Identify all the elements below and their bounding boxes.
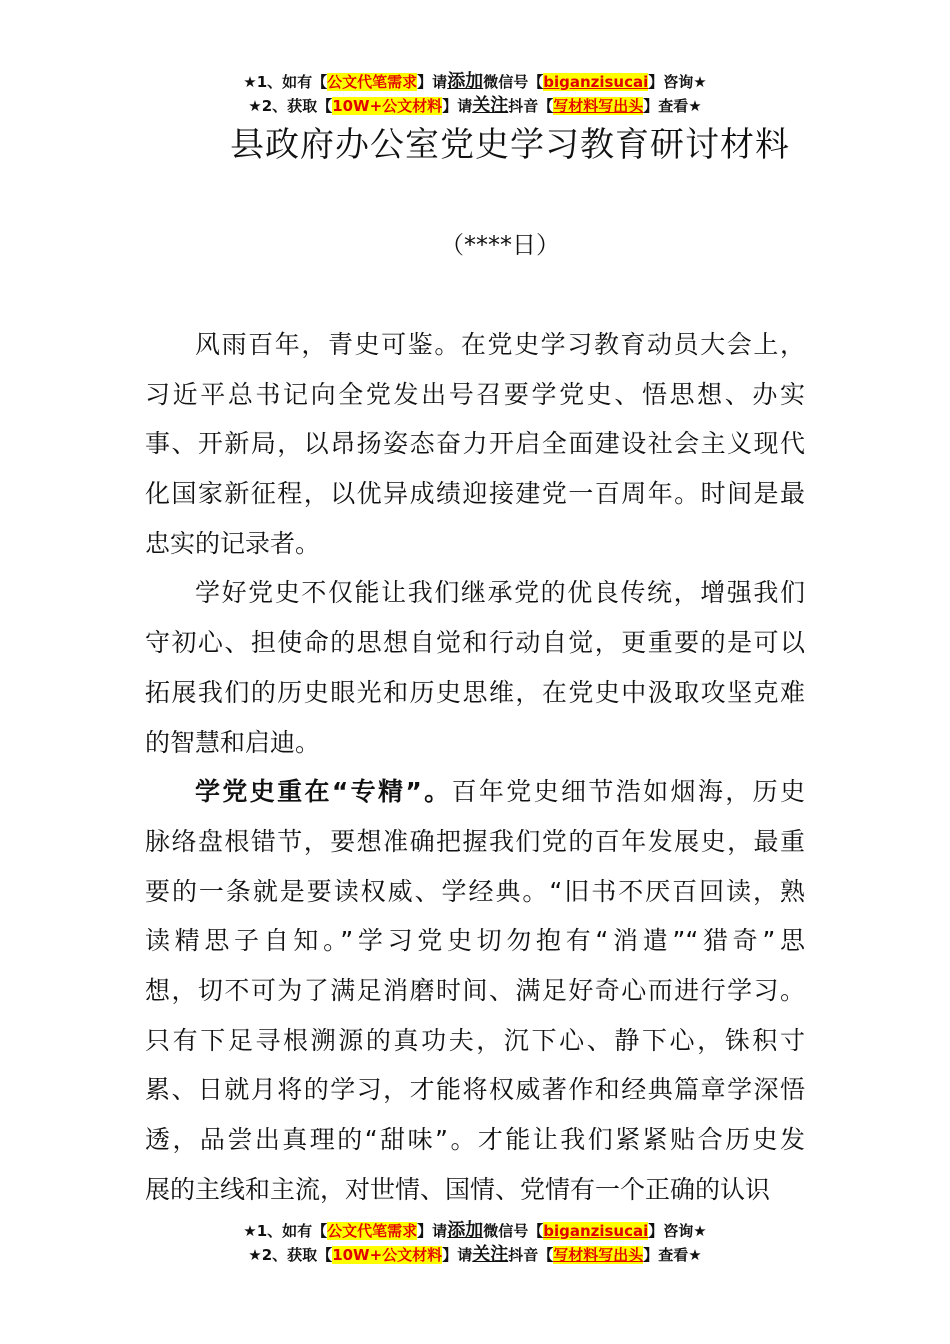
promo-emphasis: 添加 bbox=[447, 1220, 484, 1241]
text-line: 忠实的记录者。 bbox=[145, 528, 321, 558]
promo-line-1 bbox=[0, 70, 950, 94]
promo-text: 抖音【 bbox=[508, 97, 554, 115]
text-line: 想，切不可为了满足消磨时间、满足好奇心而进行学习。 bbox=[145, 975, 805, 1005]
text-line: 的智慧和启迪。 bbox=[145, 727, 321, 757]
promo-text: 】查看★ bbox=[643, 1246, 702, 1264]
promo-highlight: 10W+公文材料 bbox=[332, 1246, 443, 1264]
text-line: 脉络盘根错节，要想准确把握我们党的百年发展史，最重 bbox=[145, 826, 805, 856]
text-line: 守初心、担使命的思想自觉和行动自觉，更重要的是可以 bbox=[145, 628, 805, 658]
text-line: 透，品尝出真理的“甜味”。才能让我们紧紧贴合历史发 bbox=[145, 1125, 805, 1154]
promo-text: 微信号【 bbox=[483, 73, 544, 91]
text-line: 学好党史不仅能让我们继承党的优良传统，增强我们 bbox=[195, 578, 805, 608]
text-line: 拓展我们的历史眼光和历史思维，在党史中汲取攻坚克难 bbox=[145, 677, 805, 707]
promo-text: ★2、获取【 bbox=[248, 97, 333, 115]
wechat-id: biganzisucai bbox=[543, 73, 649, 91]
promo-text: 】请 bbox=[417, 73, 448, 91]
promo-text: 】请 bbox=[417, 1222, 448, 1240]
promo-text: 】咨询★ bbox=[648, 73, 707, 91]
promo-highlight: 10W+公文材料 bbox=[332, 97, 443, 115]
promo-highlight: 公文代笔需求 bbox=[327, 1222, 418, 1240]
text-line: 习近平总书记向全党发出号召要学党史、悟思想、办实 bbox=[145, 379, 805, 409]
text-line: 只有下足寻根溯源的真功夫，沉下心、静下心，铢积寸 bbox=[145, 1025, 805, 1055]
promo-text: 】请 bbox=[442, 97, 473, 115]
promo-text: 】查看★ bbox=[643, 97, 702, 115]
text-line: 要的一条就是要读权威、学经典。“旧书不厌百回读，熟 bbox=[145, 876, 805, 906]
douyin-id: 写材料写出头 bbox=[553, 1246, 644, 1264]
paragraph bbox=[145, 568, 805, 767]
text-line bbox=[145, 767, 805, 817]
promo-highlight: 公文代笔需求 bbox=[327, 73, 418, 91]
promo-line-2 bbox=[0, 94, 950, 118]
paragraph bbox=[145, 320, 805, 568]
promo-text: 抖音【 bbox=[508, 1246, 554, 1264]
promo-text: ★1、如有【 bbox=[243, 73, 328, 91]
promo-line-1 bbox=[0, 1219, 950, 1243]
promo-text: 微信号【 bbox=[483, 1222, 544, 1240]
text-line: 展的主线和主流，对世情、国情、党情有一个正确的认识 bbox=[145, 1174, 771, 1204]
text-line: 事、开新局，以昂扬姿态奋力开启全面建设社会主义现代 bbox=[145, 429, 805, 459]
line-text: 百年党史细节浩如烟海，历史 bbox=[451, 777, 805, 807]
promo-text: ★1、如有【 bbox=[243, 1222, 328, 1240]
paragraph bbox=[145, 767, 805, 1214]
text-line: 读精思子自知。”学习党史切勿抱有“消遣”“猎奇”思 bbox=[145, 926, 805, 956]
paragraph-heading: 学党史重在“专精”。 bbox=[195, 777, 452, 807]
promo-emphasis: 关注 bbox=[472, 95, 509, 116]
text-line: 风雨百年，青史可鉴。在党史学习教育动员大会上， bbox=[195, 330, 805, 359]
document-date: （****日） bbox=[440, 231, 560, 259]
text-line: 累、日就月将的学习，才能将权威著作和经典篇章学深悟 bbox=[145, 1075, 805, 1105]
promo-text: ★2、获取【 bbox=[248, 1246, 333, 1264]
wechat-id: biganzisucai bbox=[543, 1222, 649, 1240]
promo-text: 】请 bbox=[442, 1246, 473, 1264]
promo-header bbox=[0, 70, 950, 118]
promo-emphasis: 关注 bbox=[472, 1244, 509, 1265]
douyin-id: 写材料写出头 bbox=[553, 97, 644, 115]
text-line: 化国家新征程，以优异成绩迎接建党一百周年。时间是最 bbox=[145, 479, 805, 509]
document-body bbox=[145, 320, 805, 1214]
promo-emphasis: 添加 bbox=[447, 71, 484, 92]
promo-text: 】咨询★ bbox=[648, 1222, 707, 1240]
document-title: 县政府办公室党史学习教育研讨材料 bbox=[230, 125, 790, 165]
promo-footer bbox=[0, 1219, 950, 1267]
promo-line-2 bbox=[0, 1243, 950, 1267]
